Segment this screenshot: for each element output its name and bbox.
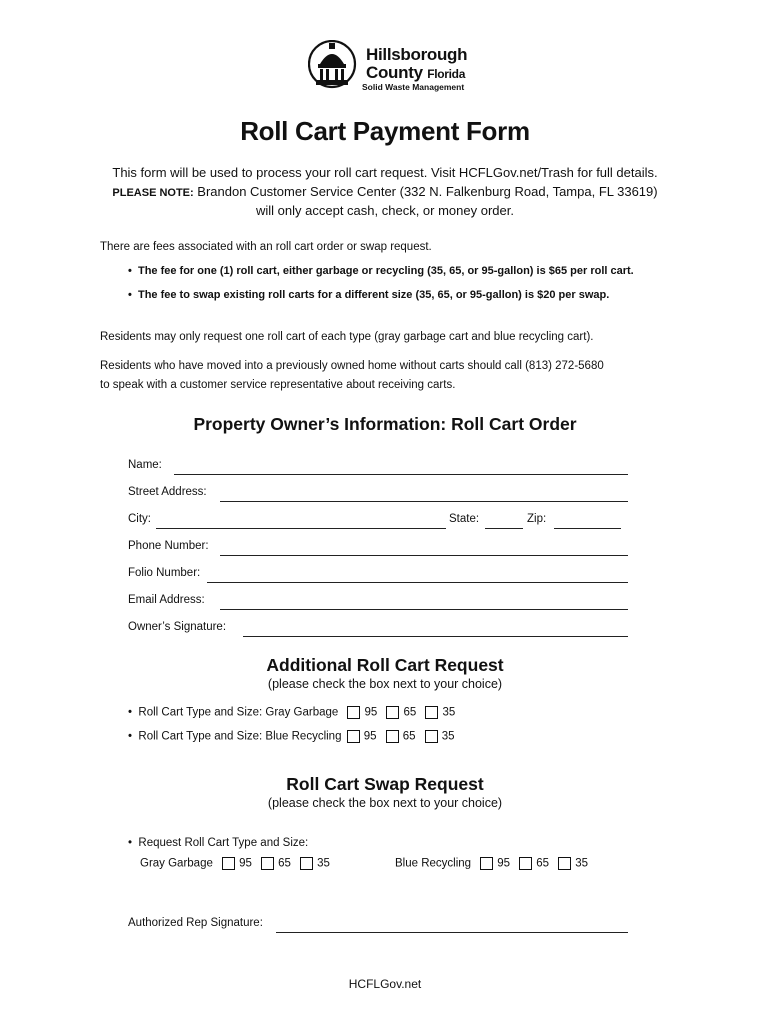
intro-note [0,182,770,203]
county-seal-icon [308,40,358,92]
swap-gray-95-checkbox[interactable] [222,857,235,870]
additional-gray-row [128,706,455,719]
county-logo [308,40,468,94]
state-field[interactable] [485,528,523,529]
swap-gray-row [140,857,330,870]
additional-gray-65-checkbox[interactable] [386,706,399,719]
size-35-label: 35 [441,730,455,743]
swap-gray-label: Gray Garbage [140,857,213,870]
email-label: Email Address: [128,594,205,606]
size-35-label: 35 [575,857,589,870]
size-95-label: 95 [497,857,511,870]
bullet-dot-icon: • [128,289,138,301]
folio-field[interactable] [207,582,628,583]
logo-county-word: County [366,63,423,82]
please-note-label: PLEASE NOTE: [112,187,194,199]
email-field[interactable] [220,609,628,610]
logo-text-county [366,64,465,83]
bullet-dot-icon: • [128,706,139,719]
additional-blue-35-checkbox[interactable] [425,730,438,743]
size-95-label: 95 [364,706,378,719]
swap-blue-label: Blue Recycling [395,857,472,870]
street-field[interactable] [220,501,628,502]
additional-section-heading: Additional Roll Cart Request [266,655,504,675]
logo-florida-word: Florida [427,67,466,81]
swap-section-heading: Roll Cart Swap Request [286,774,484,794]
zip-field[interactable] [554,528,621,529]
size-65-label: 65 [403,706,417,719]
swap-gray-65-checkbox[interactable] [261,857,274,870]
additional-blue-65-checkbox[interactable] [386,730,399,743]
fee-bullet-2 [128,286,728,305]
swap-blue-row [395,857,588,870]
bullet-dot-icon: • [128,265,138,277]
residents-note-1: Residents may only request one roll cart of each type (gray garbage cart and blue recycling cart). [100,331,594,343]
city-label: City: [128,513,151,525]
fee-bullet-1-text: The fee for one (1) roll cart, either garbage or recycling (35, 65, or 95-gallon) is $65 per roll cart. [137,265,634,277]
zip-label: Zip: [527,513,547,525]
additional-gray-35-checkbox[interactable] [425,706,438,719]
additional-gray-95-checkbox[interactable] [347,706,360,719]
bullet-dot-icon: • [128,837,139,849]
bullet-dot-icon: • [128,730,139,743]
size-35-label: 35 [317,857,330,870]
swap-blue-35-checkbox[interactable] [558,857,571,870]
logo-text-hillsborough: Hillsborough [366,45,468,64]
size-65-label: 65 [278,857,291,870]
page-title: Roll Cart Payment Form [240,116,530,146]
street-label: Street Address: [128,486,207,498]
signature-label: Owner’s Signature: [128,621,227,633]
fee-bullet-1 [128,262,728,281]
intro-line-3: will only accept cash, check, or money order. [256,203,514,218]
residents-note-2b: to speak with a customer service representative about receiving carts. [100,379,456,391]
additional-blue-label: Roll Cart Type and Size: Blue Recycling [138,730,342,743]
owner-section-heading: Property Owner’s Information: Roll Cart Order [193,414,577,434]
size-35-label: 35 [442,706,456,719]
swap-gray-35-checkbox[interactable] [300,857,313,870]
swap-lead-text: Request Roll Cart Type and Size: [138,837,309,849]
phone-field[interactable] [220,555,628,556]
additional-blue-95-checkbox[interactable] [347,730,360,743]
state-label: State: [449,513,480,525]
phone-label: Phone Number: [128,540,209,552]
city-field[interactable] [156,528,446,529]
swap-blue-95-checkbox[interactable] [480,857,493,870]
additional-blue-row [128,730,454,743]
size-65-label: 65 [536,857,550,870]
residents-note-2a: Residents who have moved into a previously owned home without carts should call (813) 272-5680 [100,360,604,372]
size-95-label: 95 [239,857,252,870]
swap-lead [128,837,308,849]
fees-lead: There are fees associated with an roll cart order or swap request. [100,241,432,253]
footer-website: HCFLGov.net [348,977,422,991]
additional-section-sub: (please check the box next to your choice) [267,677,503,691]
size-95-label: 95 [363,730,377,743]
authorized-rep-signature-field[interactable] [276,932,628,933]
please-note-text: Brandon Customer Service Center (332 N. Falkenburg Road, Tampa, FL 33619) [193,184,658,199]
swap-section-sub: (please check the box next to your choice) [267,796,503,810]
folio-label: Folio Number: [128,567,201,579]
name-field[interactable] [174,474,628,475]
logo-department: Solid Waste Management [362,82,465,92]
fee-bullet-2-text: The fee to swap existing roll carts for a different size (35, 65, or 95-gallon) is $20 per swap. [137,289,610,301]
size-65-label: 65 [402,730,416,743]
name-label: Name: [128,459,162,471]
authorized-rep-label: Authorized Rep Signature: [128,917,263,929]
owner-signature-field[interactable] [243,636,628,637]
additional-gray-label: Roll Cart Type and Size: Gray Garbage [138,706,339,719]
swap-blue-65-checkbox[interactable] [519,857,532,870]
intro-line-1: This form will be used to process your roll cart request. Visit HCFLGov.net/Trash for full details. [112,165,658,180]
